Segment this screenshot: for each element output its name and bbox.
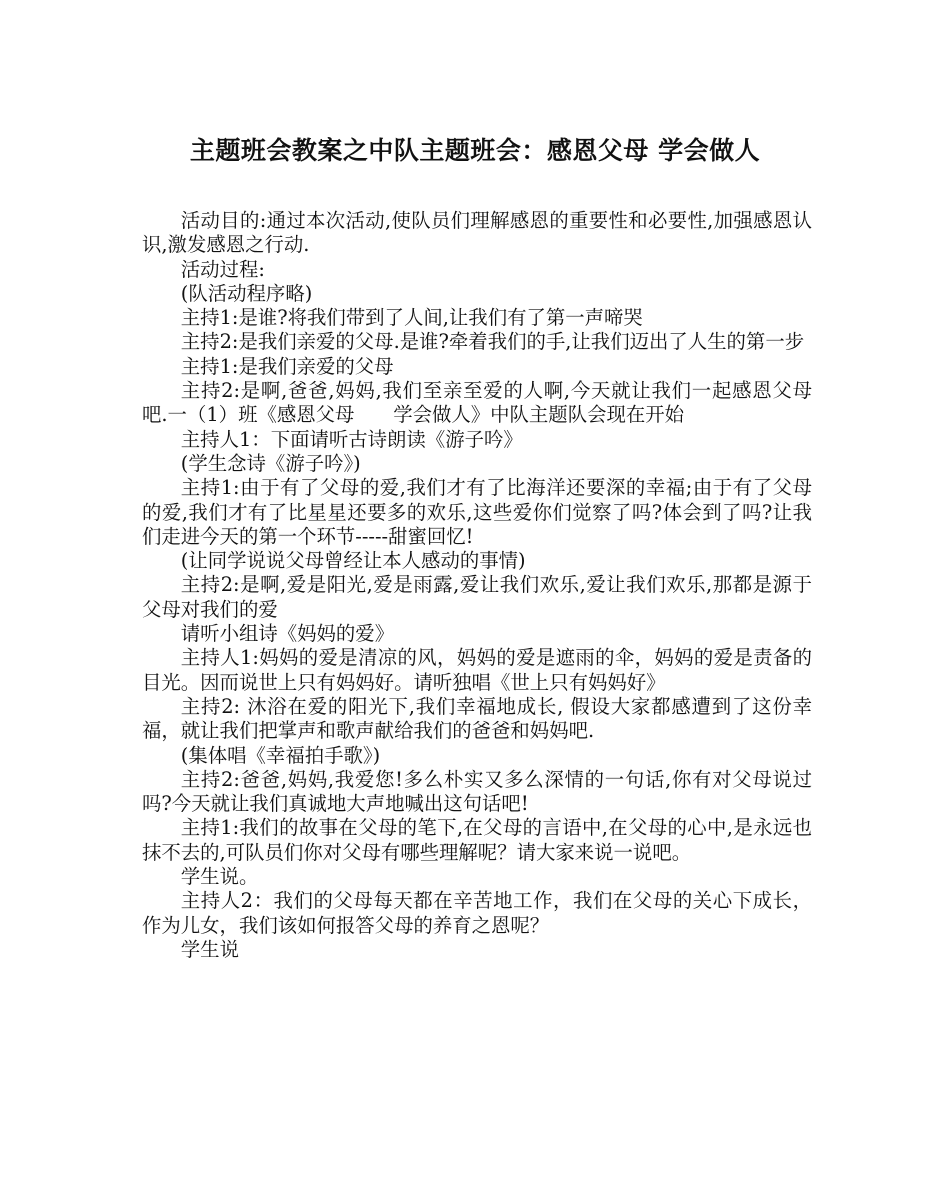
paragraph: 主持1:是我们亲爱的父母 [180, 354, 394, 378]
paragraph: 主持2: 沐浴在爱的阳光下,我们幸福地成长, 假设大家都感遭到了这份幸福，就让我们把掌声和歌声献给我们的爸爸和妈妈吧. [142, 694, 812, 743]
paragraph-purpose: 活动目的:通过本次活动,使队员们理解感恩的重要性和必要性,加强感恩认识,激发感恩之行动. [142, 209, 812, 257]
paragraph: 主持1:我们的故事在父母的笔下,在父母的言语中,在父母的心中,是永远也抹不去的,可队员们你对父母有哪些理解呢？请大家来说一说吧。 [142, 816, 812, 864]
document-body [142, 209, 812, 962]
paragraph: 主持人1：下面请听古诗朗读《游子吟》 [180, 427, 523, 451]
paragraph: (让同学说说父母曾经让本人感动的事情) [180, 549, 526, 573]
paragraph: 学生说。 [180, 865, 259, 889]
paragraph: 主持2:是啊,爱是阳光,爱是雨露,爱让我们欢乐,爱让我们欢乐,那都是源于父母对我们的爱 [142, 573, 812, 621]
paragraph: (集体唱《幸福拍手歌》) [180, 743, 381, 767]
paragraph: (学生念诗《游子吟》) [180, 451, 361, 475]
paragraph: 主持2:是啊,爸爸,妈妈,我们至亲至爱的人啊,今天就让我们一起感恩父母吧.一（1）班《感恩父母 学会做人》中队主题队会现在开始 [142, 379, 812, 427]
paragraph: 主持人2：我们的父母每天都在辛苦地工作，我们在父母的关心下成长，作为儿女，我们该如何报答父母的养育之恩呢？ [142, 889, 812, 937]
paragraph: 主持2:是我们亲爱的父母.是谁?牵着我们的手,让我们迈出了人生的第一步 [180, 330, 805, 354]
document-title: 主题班会教案之中队主题班会：感恩父母 学会做人 [189, 136, 761, 165]
paragraph: 主持1:是谁?将我们带到了人间,让我们有了第一声啼哭 [180, 306, 643, 330]
paragraph: 请听小组诗《妈妈的爱》 [180, 622, 395, 646]
paragraph: 主持1:由于有了父母的爱,我们才有了比海洋还要深的幸福;由于有了父母的爱,我们才有了比星星还要多的欢乐,这些爱你们觉察了吗?体会到了吗?让我们走进今天的第一个环节-----甜蜜回忆! [142, 476, 812, 548]
paragraph: (队活动程序略) [180, 281, 313, 305]
paragraph-process-heading: 活动过程: [180, 257, 265, 281]
paragraph: 主持2:爸爸,妈妈,我爱您!多么朴实又多么深情的一句话,你有对父母说过吗?今天就让我们真诚地大声地喊出这句话吧! [142, 767, 812, 816]
paragraph: 主持人1:妈妈的爱是清凉的风，妈妈的爱是遮雨的伞，妈妈的爱是责备的目光。因而说世上只有妈妈好。请听独唱《世上只有妈妈好》 [142, 646, 812, 694]
paragraph: 学生说 [180, 937, 239, 961]
